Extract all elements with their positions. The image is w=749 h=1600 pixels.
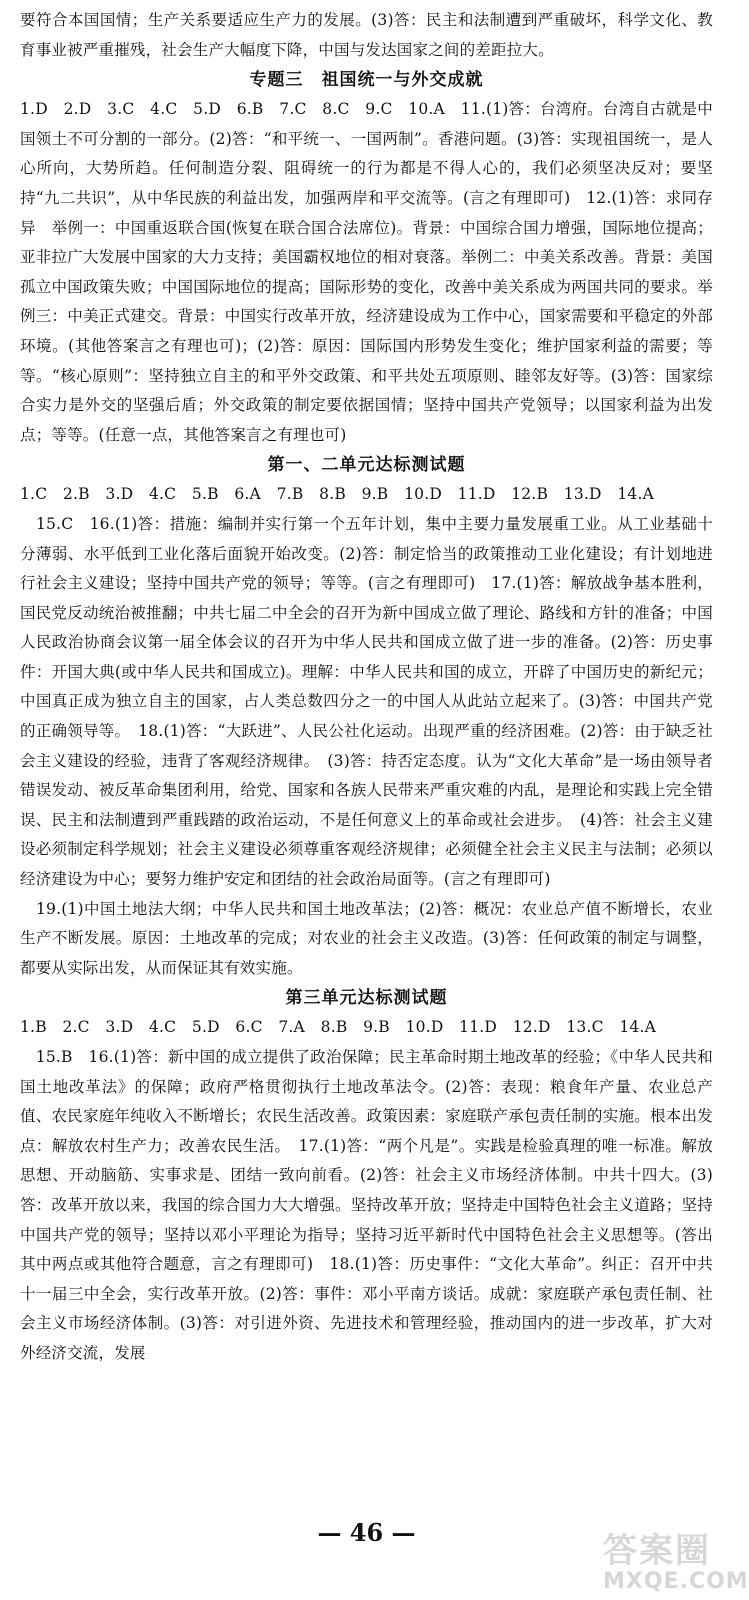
watermark-bottom: MXQE.COM xyxy=(603,1569,749,1594)
watermark-logo xyxy=(603,1531,749,1596)
paragraph-topic-3-answers: 1.D 2.D 3.C 4.C 5.D 6.B 7.C 8.C 9.C 10.A 11.(1)答：台湾府。台湾自古就是中国领土不可分割的一部分。(2)答：“和平统一、一国两制”。香港问题。(3)答：实现祖国统一，是人心所向，大势所趋。任何制造分裂、阻碍统一的行为都是不得人心的，我们必须坚决反对；要坚持“九二共识”，从中华民族的利益出发，加强两岸和平交流等。(言之有理即可) 12.(1)答：求同存异 举例一：中国重返联合国(恢复在联合国合法席位)。背景：中国综合国力增强，国际地位提高；亚非拉广大发展中国家的大力支持；美国霸权地位的相对衰落。举例二：中美关系改善。背景：美国孤立中国政策失败；中国国际地位的提高；国际形势的变化，改善中美关系成为两国共同的要求。举例三：中美正式建交。背景：中国实行改革开放，经济建设成为工作中心，国家需要和平稳定的外部环境。(其他答案言之有理也可)；(2)答：原因：国际国内形势发生变化；维护国家利益的需要；等等。“核心原则”：坚持独立自主的和平外交政策、和平共处五项原则、睦邻友好等。(3)答：国家综合实力是外交的坚强后盾；外交政策的制定要依据国情；坚持中国共产党领导；以国家利益为出发点；等等。(任意一点，其他答案言之有理也可) xyxy=(20,100,713,444)
answer-page xyxy=(20,6,713,1600)
section-heading-unit-1-2: 第一、二单元达标测试题 xyxy=(267,455,466,476)
paragraph-continuation: 要符合本国国情；生产关系要适应生产力的发展。(3)答：民主和法制遭到严重破坏，科学文化、教育事业被严重摧残，社会生产大幅度下降，中国与发达国家之间的差距拉大。 xyxy=(20,11,713,59)
paragraph-unit-1-2-q19: 19.(1)中国土地法大纲；中华人民共和国土地改革法；(2)答：概况：农业总产值不断增长，农业生产不断发展。原因：土地改革的完成；对农业的社会主义改造。(3)答：任何政策的制定与调整，都要从实际出发，从而保证其有效实施。 xyxy=(20,899,713,977)
section-heading-unit-3: 第三单元达标测试题 xyxy=(285,988,448,1009)
paragraph-unit-1-2-answers: 15.C 16.(1)答：措施：编制并实行第一个五年计划，集中主要力量发展重工业。从工业基础十分薄弱、水平低到工业化落后面貌开始改变。(2)答：制定恰当的政策推动工业化建设；有计划地进行社会主义建设；坚持中国共产党的领导；等等。(言之有理即可) 17.(1)答：解放战争基本胜利，国民党反动统治被推翻；中共七届二中全会的召开为新中国成立做了理论、路线和方针的准备；中国人民政治协商会议第一届全体会议的召开为中华人民共和国成立做了进一步的准备。(2)答：历史事件：开国大典(或中华人民共和国成立)。理解：中华人民共和国的成立，开辟了中国历史的新纪元；中国真正成为独立自主的国家，占人类总数四分之一的中国人从此站立起来了。(3)答：中国共产党的正确领导等。 18.(1)答：“大跃进”、人民公社化运动。出现严重的经济困难。(2)答：由于缺乏社会主义建设的经验，违背了客观经济规律。 (3)答：持否定态度。认为“文化大革命”是一场由领导者错误发动、被反革命集团利用，给党、国家和各族人民带来严重灾难的内乱，是理论和实践上完全错误、民主和法制遭到严重践踏的政治运动，不是任何意义上的革命或社会进步。 (4)答：社会主义建设必须制定科学规划；社会主义建设必须尊重客观经济规律；必须健全社会主义民主与法制；必须以经济建设为中心；要努力维护安定和团结的社会政治局面等。(言之有理即可) xyxy=(20,514,713,889)
paragraph-unit-3-choices: 1.B 2.C 3.D 4.C 5.D 6.C 7.A 8.B 9.B 10.D 11.D 12.D 13.C 14.A xyxy=(20,1018,656,1037)
paragraph-unit-3-answers: 15.B 16.(1)答：新中国的成立提供了政治保障；民主革命时期土地改革的经验；《中华人民共和国土地改革法》的保障；政府严格贯彻执行土地改革法令。(2)答：表现：粮食年产量、农业总产值、农民家庭年纯收入不断增长；农民生活改善。政策因素：家庭联产承包责任制的实施。根本出发点：解放农村生产力；改善农民生活。 17.(1)答：“两个凡是”。实践是检验真理的唯一标准。解放思想、开动脑筋、实事求是、团结一致向前看。(2)答：社会主义市场经济体制。中共十四大。(3)答：改革开放以来，我国的综合国力大大增强。坚持改革开放；坚持走中国特色社会主义道路；坚持中国共产党的领导；坚持以邓小平理论为指导；坚持习近平新时代中国特色社会主义思想等。(答出其中两点或其他符合题意，言之有理即可) 18.(1)答：历史事件：“文化大革命”。纠正：召开中共十一届三中全会，实行改革开放。(2)答：事件：邓小平南方谈话。成就：家庭联产承包责任制、社会主义市场经济体制。(3)答：对引进外资、先进技术和管理经验，推动国内的进一步改革，扩大对外经济交流，发展 xyxy=(20,1048,713,1362)
page-number: — 46 — xyxy=(317,1518,416,1547)
paragraph-unit-1-2-choices: 1.C 2.B 3.D 4.C 5.B 6.A 7.B 8.B 9.B 10.D 11.D 12.B 13.D 14.A xyxy=(20,485,655,504)
watermark-top: 答案圈 xyxy=(603,1531,711,1571)
section-heading-topic-3: 专题三 祖国统一与外交成就 xyxy=(249,70,484,91)
